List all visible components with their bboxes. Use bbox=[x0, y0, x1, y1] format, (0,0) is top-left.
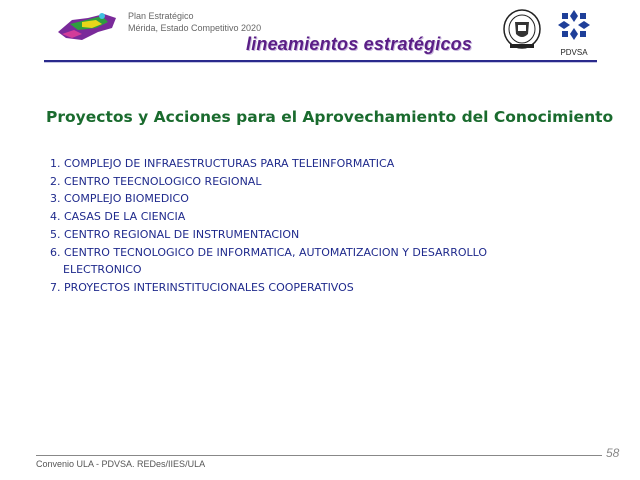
footer-divider bbox=[36, 455, 602, 456]
project-list bbox=[50, 155, 550, 297]
pdvsa-logo bbox=[554, 8, 594, 57]
project-item: 2. CENTRO TEECNOLOGICO REGIONAL bbox=[50, 174, 262, 188]
university-seal-logo bbox=[502, 8, 542, 52]
page-number: 58 bbox=[606, 446, 620, 460]
pdvsa-label: PDVSA bbox=[560, 48, 588, 57]
project-item: 1. COMPLEJO DE INFRAESTRUCTURAS PARA TELEINFORMATICA bbox=[50, 157, 395, 170]
map-logo bbox=[52, 8, 122, 44]
header-divider bbox=[44, 60, 597, 63]
project-item: 4. CASAS DE LA CIENCIA bbox=[50, 210, 186, 224]
project-item: 7. PROYECTOS INTERINSTITUCIONALES COOPERATIVOS bbox=[50, 280, 354, 294]
header-text bbox=[128, 10, 261, 34]
project-item: 6. CENTRO TECNOLOGICO DE INFORMATICA, AUTOMATIZACION Y DESARROLLO ELECTRONICO bbox=[50, 245, 488, 277]
footer-credit: Convenio ULA - PDVSA. REDes/IIES/ULA bbox=[36, 459, 206, 469]
project-item: 3. COMPLEJO BIOMEDICO bbox=[50, 192, 189, 206]
main-heading: Proyectos y Acciones para el Aprovechamiento del Conocimiento bbox=[46, 108, 614, 126]
plan-title: Plan Estratégico bbox=[128, 11, 194, 21]
pdvsa-emblem-icon bbox=[554, 8, 594, 42]
section-title: lineamientos estratégicos bbox=[246, 34, 473, 54]
plan-subtitle: Mérida, Estado Competitivo 2020 bbox=[128, 23, 262, 33]
project-item: 5. CENTRO REGIONAL DE INSTRUMENTACION bbox=[50, 227, 300, 241]
